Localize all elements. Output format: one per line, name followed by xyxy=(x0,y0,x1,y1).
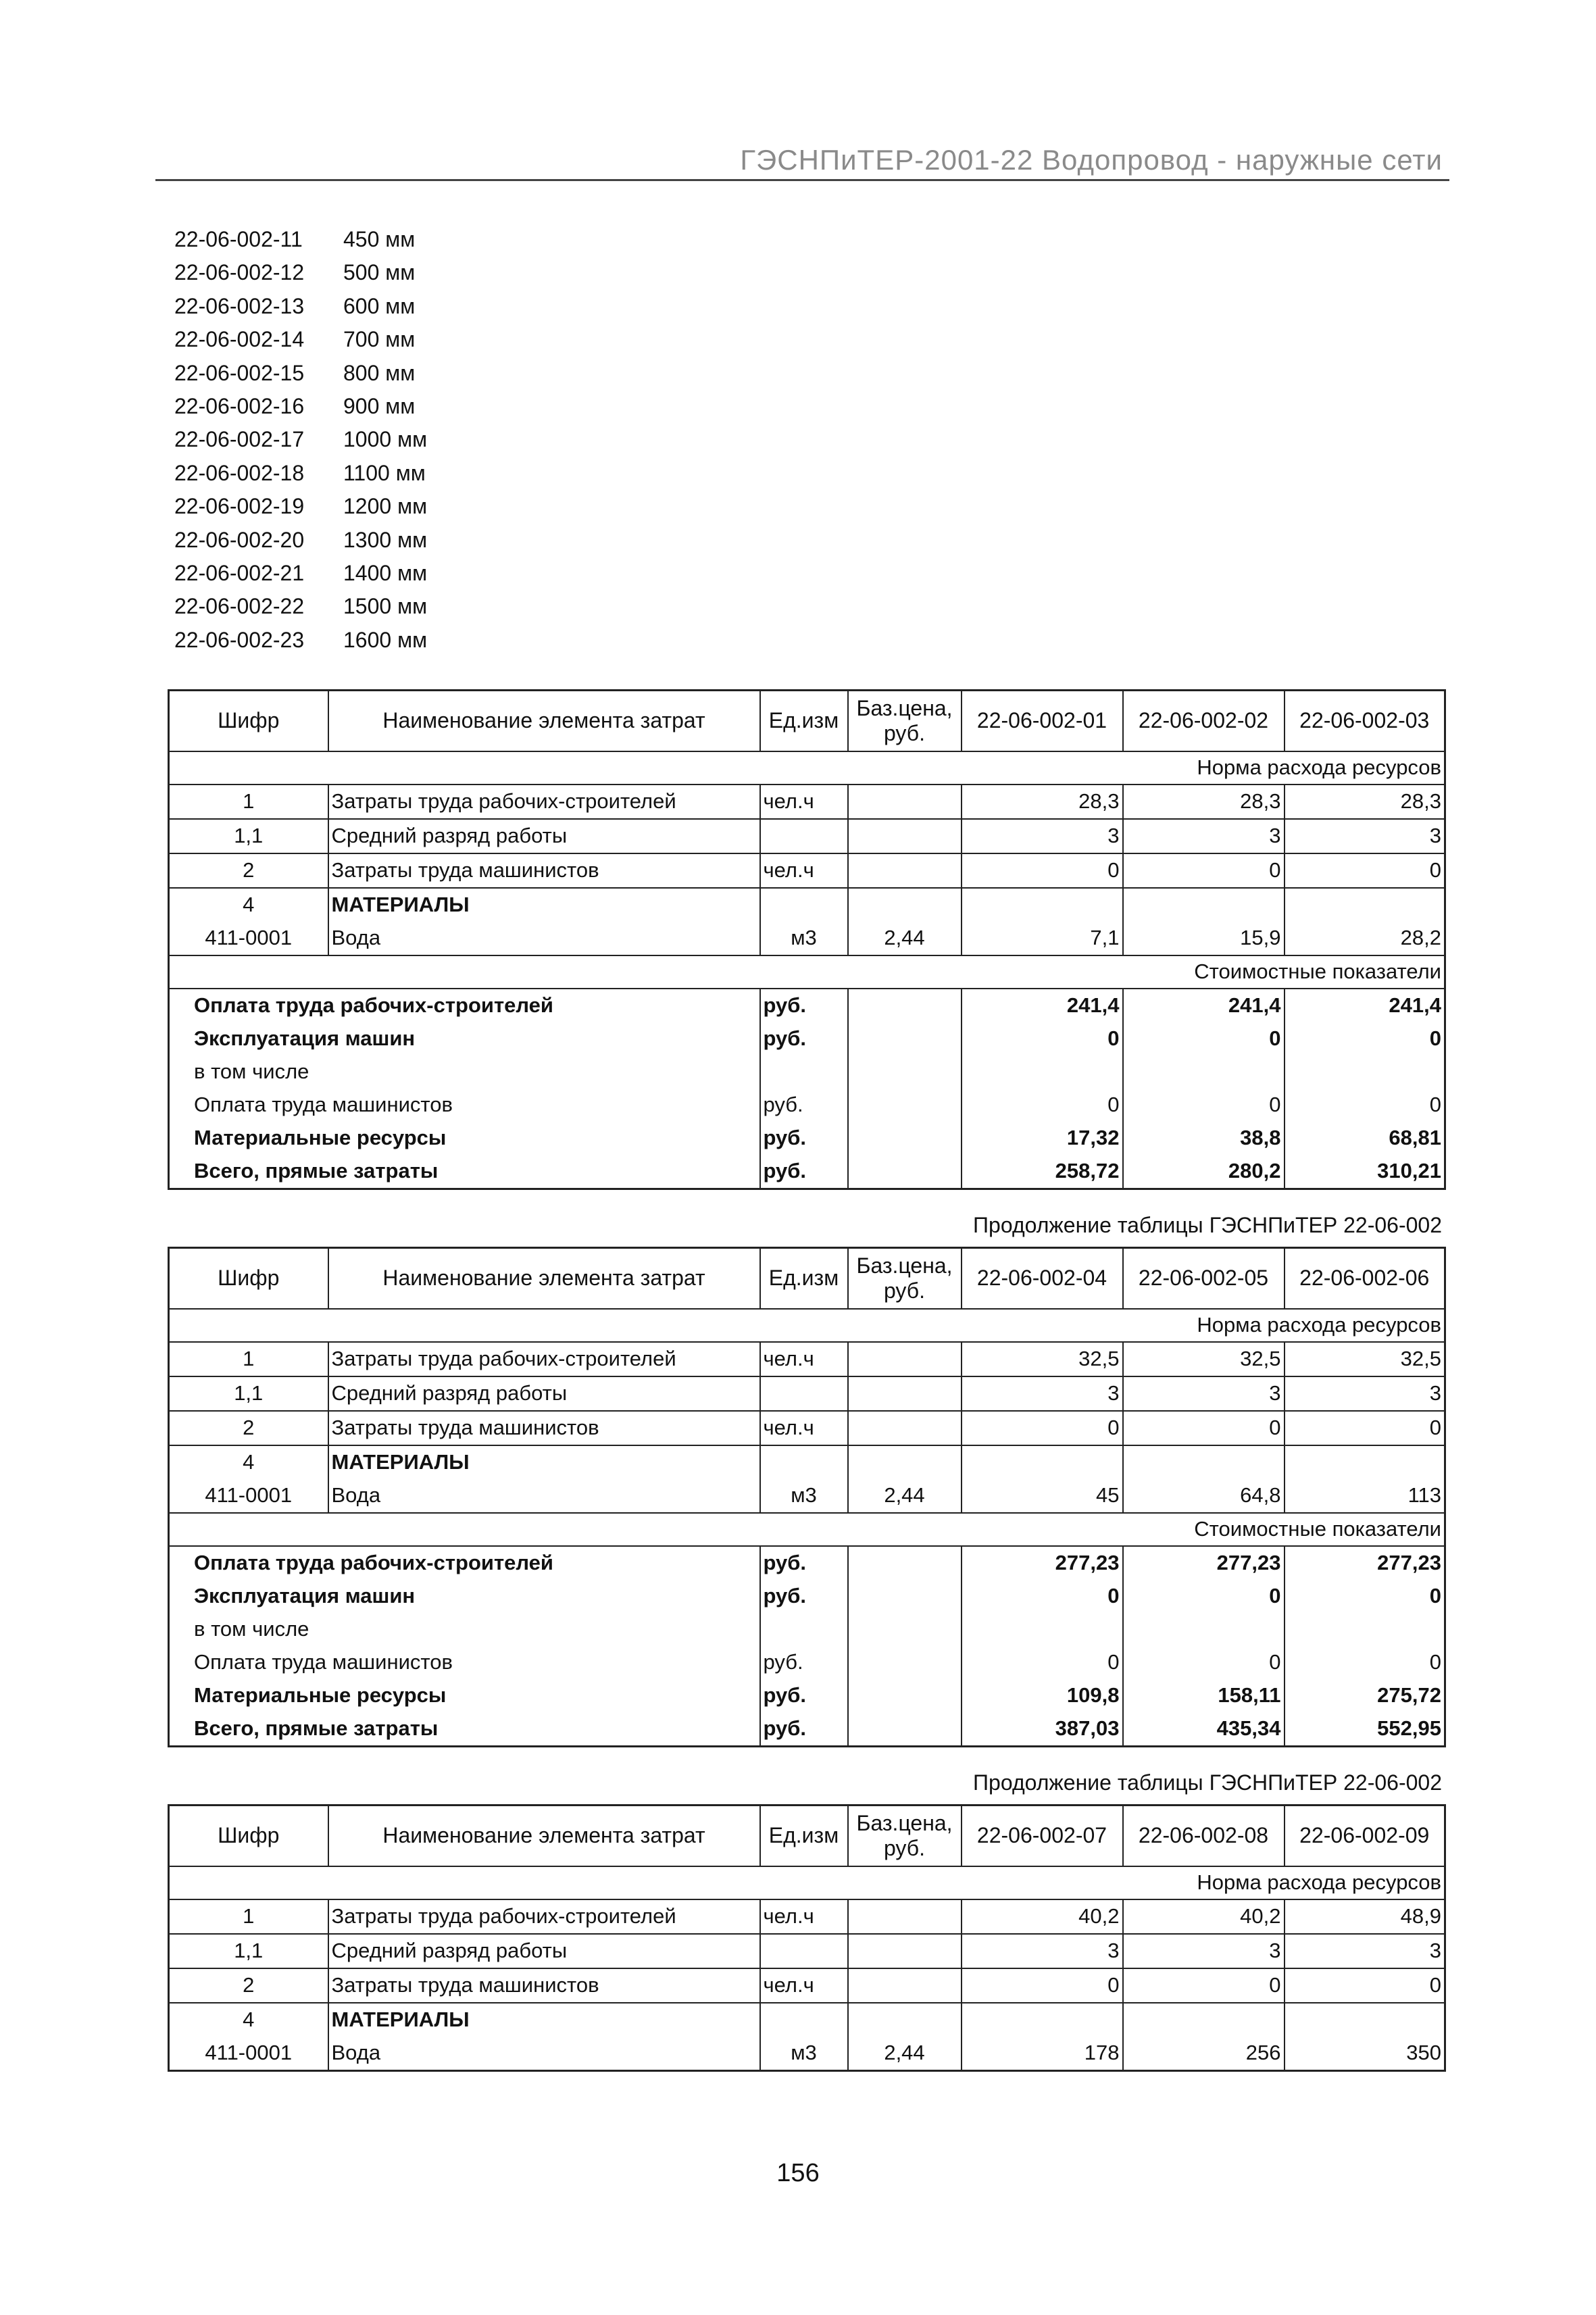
col-header-shifr: Шифр xyxy=(169,691,328,752)
col-header-code: 22-06-002-09 xyxy=(1285,1806,1445,1867)
header-title: ГЭСНПиТЕР-2001-22 Водопровод - наружные сети xyxy=(740,144,1443,176)
col-header-price: Баз.цена, руб. xyxy=(848,1806,962,1867)
col-header-code: 22-06-002-01 xyxy=(962,691,1123,752)
code-row: 22-06-002-19 1200 мм xyxy=(174,494,428,519)
code-row: 22-06-002-22 1500 мм xyxy=(174,594,428,619)
page-number: 156 xyxy=(776,2159,820,2187)
table-row: 4 МАТЕРИАЛЫ xyxy=(169,2003,1445,2037)
col-header-shifr: Шифр xyxy=(169,1806,328,1867)
section-row: Стоимостные показатели xyxy=(169,1513,1445,1546)
table-row: Оплата труда машинистов руб. 0 0 0 xyxy=(169,1646,1445,1679)
table-caption: Продолжение таблицы ГЭСНПиТЕР 22-06-002 xyxy=(973,1770,1442,1795)
col-header-code: 22-06-002-04 xyxy=(962,1248,1123,1310)
table-header-row xyxy=(169,1248,1445,1310)
table-row: 2 Затраты труда машинистов чел.ч 0 0 0 xyxy=(169,1411,1445,1445)
col-header-code: 22-06-002-06 xyxy=(1285,1248,1445,1310)
section-row: Норма расхода ресурсов xyxy=(169,751,1445,785)
col-header-code: 22-06-002-03 xyxy=(1285,691,1445,752)
col-header-name: Наименование элемента затрат xyxy=(328,1806,760,1867)
code-row: 22-06-002-21 1400 мм xyxy=(174,560,428,585)
table-row: Всего, прямые затраты руб. 387,03 435,34 552,95 xyxy=(169,1712,1445,1747)
table-row: Оплата труда рабочих-строителей руб. 241,4 241,4 241,4 xyxy=(169,989,1445,1022)
code-row: 22-06-002-11 450 мм xyxy=(174,227,416,251)
table-row: 4 МАТЕРИАЛЫ xyxy=(169,888,1445,922)
col-header-price: Баз.цена, руб. xyxy=(848,691,962,752)
code-row: 22-06-002-15 800 мм xyxy=(174,360,416,385)
code-row: 22-06-002-20 1300 мм xyxy=(174,527,428,552)
col-header-shifr: Шифр xyxy=(169,1248,328,1310)
table-row: 1 Затраты труда рабочих-строителей чел.ч 40,2 40,2 48,9 xyxy=(169,1899,1445,1934)
table-header-row xyxy=(169,1806,1445,1867)
col-header-price: Баз.цена, руб. xyxy=(848,1248,962,1310)
table-row: Эксплуатация машин руб. 0 0 0 xyxy=(169,1022,1445,1055)
table-caption: Продолжение таблицы ГЭСНПиТЕР 22-06-002 xyxy=(973,1213,1442,1237)
col-header-code: 22-06-002-08 xyxy=(1123,1806,1285,1867)
table-row: 1,1 Средний разряд работы 3 3 3 xyxy=(169,1376,1445,1411)
table-row: 2 Затраты труда машинистов чел.ч 0 0 0 xyxy=(169,1968,1445,2003)
table-row: 1,1 Средний разряд работы 3 3 3 xyxy=(169,819,1445,853)
table-row: Всего, прямые затраты руб. 258,72 280,2 310,21 xyxy=(169,1155,1445,1189)
col-header-unit: Ед.изм xyxy=(760,1806,848,1867)
col-header-code: 22-06-002-02 xyxy=(1123,691,1285,752)
table-header-row xyxy=(169,691,1445,752)
col-header-unit: Ед.изм xyxy=(760,691,848,752)
code-row: 22-06-002-12 500 мм xyxy=(174,260,416,285)
section-row: Норма расхода ресурсов xyxy=(169,1309,1445,1342)
table-row: в том числе xyxy=(169,1055,1445,1089)
table-row: Оплата труда машинистов руб. 0 0 0 xyxy=(169,1089,1445,1122)
section-row: Стоимостные показатели xyxy=(169,955,1445,989)
col-header-name: Наименование элемента затрат xyxy=(328,691,760,752)
table-row: 1 Затраты труда рабочих-строителей чел.ч 32,5 32,5 32,5 xyxy=(169,1342,1445,1376)
table-row: 2 Затраты труда машинистов чел.ч 0 0 0 xyxy=(169,853,1445,888)
code-row: 22-06-002-16 900 мм xyxy=(174,393,416,418)
table-row: 411-0001 Вода м3 2,44 45 64,8 113 xyxy=(169,1479,1445,1513)
table-row: 4 МАТЕРИАЛЫ xyxy=(169,1445,1445,1479)
col-header-code: 22-06-002-05 xyxy=(1123,1248,1285,1310)
table-row: 1,1 Средний разряд работы 3 3 3 xyxy=(169,1934,1445,1968)
resource-table-1 xyxy=(168,689,1446,1190)
resource-table-3 xyxy=(168,1804,1446,2072)
col-header-code: 22-06-002-07 xyxy=(962,1806,1123,1867)
table-row: Оплата труда рабочих-строителей руб. 277,23 277,23 277,23 xyxy=(169,1546,1445,1580)
table-row: 411-0001 Вода м3 2,44 7,1 15,9 28,2 xyxy=(169,922,1445,955)
code-row: 22-06-002-23 1600 мм xyxy=(174,627,428,652)
code-row: 22-06-002-18 1100 мм xyxy=(174,460,426,485)
table-row: в том числе xyxy=(169,1613,1445,1646)
resource-table-2 xyxy=(168,1247,1446,1747)
table-row: 411-0001 Вода м3 2,44 178 256 350 xyxy=(169,2037,1445,2071)
code-list xyxy=(174,223,478,657)
code-row: 22-06-002-14 700 мм xyxy=(174,327,416,352)
table-row: Эксплуатация машин руб. 0 0 0 xyxy=(169,1580,1445,1613)
section-row: Норма расхода ресурсов xyxy=(169,1866,1445,1899)
col-header-unit: Ед.изм xyxy=(760,1248,848,1310)
table-row: Материальные ресурсы руб. 17,32 38,8 68,81 xyxy=(169,1122,1445,1155)
table-row: 1 Затраты труда рабочих-строителей чел.ч 28,3 28,3 28,3 xyxy=(169,785,1445,819)
code-row: 22-06-002-13 600 мм xyxy=(174,293,416,318)
code-row: 22-06-002-17 1000 мм xyxy=(174,427,428,452)
page-header xyxy=(155,139,1449,181)
col-header-name: Наименование элемента затрат xyxy=(328,1248,760,1310)
table-row: Материальные ресурсы руб. 109,8 158,11 275,72 xyxy=(169,1679,1445,1712)
